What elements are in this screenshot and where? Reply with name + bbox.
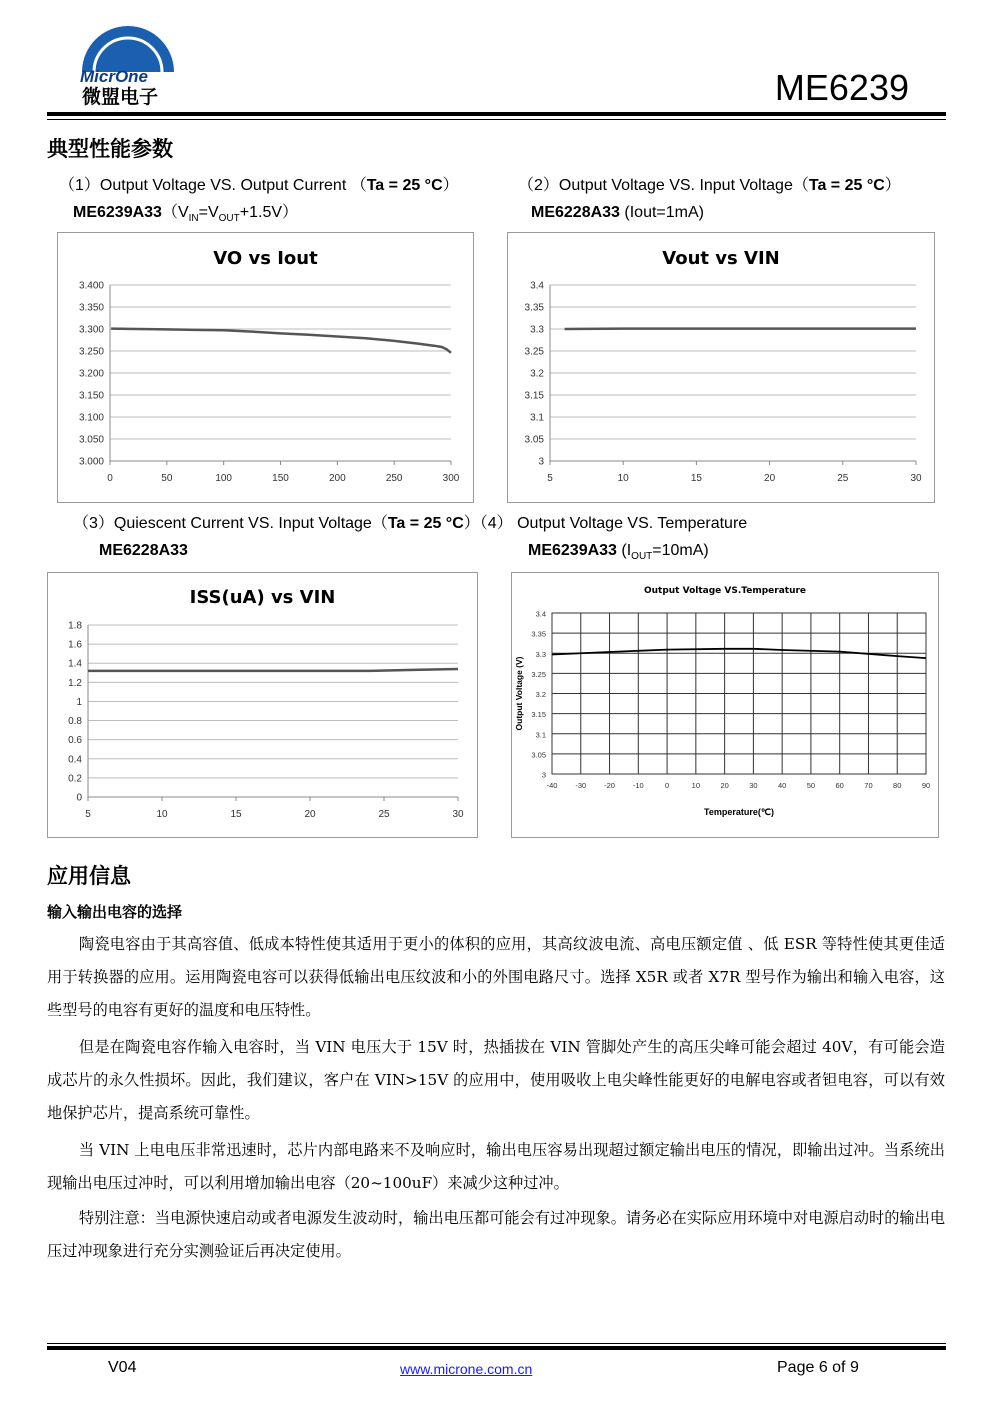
y-tick-label: 1.6 <box>68 639 82 651</box>
chart-vout-vs-temperature <box>511 572 939 838</box>
x-tick-label: 30 <box>910 473 922 484</box>
caption-4-line2: ME6239A33 $(I_{OUT}=10mA)$ <box>528 542 709 563</box>
chart-iss-vs-vin-svg <box>48 573 477 837</box>
chart-iss-vs-vin <box>47 572 478 838</box>
x-tick-label: 150 <box>272 473 289 484</box>
header-rule-thin <box>47 119 946 120</box>
series-line <box>88 669 458 671</box>
y-tick-label: 3.05 <box>531 750 546 760</box>
x-tick-label: 70 <box>864 781 873 790</box>
paragraph-4: 特别注意：当电源快速启动或者电源发生波动时，输出电压都可能会有过冲现象。请务必在实际应用环境中对电源启动时的输出电压过冲现象进行充分实测验证后再决定使用。 <box>47 1209 945 1260</box>
model-number: ME6239 <box>774 67 909 108</box>
y-tick-label: 3.3 <box>530 324 544 336</box>
y-tick-label: 3.35 <box>524 302 544 314</box>
y-tick-label: 0.2 <box>68 773 82 785</box>
y-tick-label: 3.1 <box>530 412 544 424</box>
footer-website-link[interactable]: www.microne.com.cn <box>400 1361 533 1377</box>
footer-rule-thin <box>47 1343 946 1344</box>
subheading-capacitor-selection: 输入输出电容的选择 <box>47 903 183 921</box>
y-tick-label: 3.15 <box>531 710 546 720</box>
x-axis-label: Temperature(℃) <box>704 807 774 817</box>
y-tick-label: 0.8 <box>68 716 82 728</box>
chart-vout-vs-vin <box>507 232 935 503</box>
y-tick-label: 1 <box>76 696 82 708</box>
x-tick-label: 80 <box>893 781 902 790</box>
y-tick-label: 3.1 <box>535 730 546 740</box>
footer-page-number: Page 6 of 9 <box>777 1359 859 1376</box>
chart-title: Vout vs VIN <box>662 248 780 269</box>
paragraph-1: 陶瓷电容由于其高容值、低成本特性使其适用于更小的体积的应用，其高纹波电流、高电压额定值 、低 ESR 等特性使其更佳适用于转换器的应用。运用陶瓷电容可以获得低输出电压纹波和小的外围电路尺寸。选择 X5R 或者 X7R 型号作为输出和输入电容，这些型号的电容有更好的温度和电压特性。 <box>47 935 945 1019</box>
y-tick-label: 3.35 <box>531 629 546 639</box>
x-tick-label: 25 <box>378 809 390 820</box>
x-tick-label: 0 <box>664 781 670 790</box>
y-tick-label: 3.15 <box>524 390 544 402</box>
x-tick-label: 50 <box>806 781 816 790</box>
x-tick-label: -20 <box>604 781 615 790</box>
y-tick-label: 0.4 <box>68 754 82 766</box>
x-tick-label: 100 <box>215 473 233 484</box>
paragraph-2: 但是在陶瓷电容作输入电容时，当 VIN 电压大于 15V 时，热插拔在 VIN 管脚处产生的高压尖峰可能会超过 40V，有可能会造成芯片的永久性损坏。因此，我们建议，客户在 VIN>15V 的应用中，使用吸收上电尖峰性能更好的电解电容或者钽电容，可以有效地保护芯片，提高系统可靠性。 <box>47 1038 945 1122</box>
chart-vout-vs-temperature-svg <box>512 573 938 837</box>
x-tick-label: 30 <box>452 809 464 820</box>
x-tick-label: 0 <box>107 473 113 484</box>
chart-title: Output Voltage VS.Temperature <box>643 586 807 596</box>
x-tick-label: 10 <box>691 781 701 790</box>
y-axis-label: Output Voltage (V) <box>514 656 524 731</box>
caption-1-line2: $ME6239A33(V_{IN}=V_{OUT}+1.5V)$ <box>73 204 299 225</box>
x-tick-label: 200 <box>328 473 346 484</box>
caption-1-line1: （1）Output Voltage VS. Output Current （Ta = 25 °C） <box>59 177 459 194</box>
caption-3-line2: ME6228A33 <box>99 542 188 559</box>
x-tick-label: 90 <box>921 781 931 790</box>
y-tick-label: 3.250 <box>78 346 104 358</box>
x-tick-label: 10 <box>156 809 168 820</box>
x-tick-label: 5 <box>85 809 91 820</box>
section-title-performance: 典型性能参数 <box>47 137 173 161</box>
x-tick-label: 20 <box>304 809 316 820</box>
header-rule <box>47 112 946 116</box>
company-logo <box>76 20 180 110</box>
chart-title: ISS(uA) vs VIN <box>189 587 336 608</box>
y-tick-label: 3.150 <box>78 390 104 402</box>
footer-version: V04 <box>108 1359 137 1376</box>
y-tick-label: 3.000 <box>78 456 104 468</box>
y-tick-label: 1.8 <box>68 620 82 632</box>
x-tick-label: 15 <box>230 809 242 820</box>
x-tick-label: -40 <box>546 781 558 790</box>
logo-text-en: MicrOne <box>80 67 149 86</box>
x-tick-label: 20 <box>764 473 776 484</box>
y-tick-label: 3.4 <box>535 609 546 619</box>
section-title-application: 应用信息 <box>47 864 131 888</box>
y-tick-label: 3.400 <box>78 280 104 292</box>
y-tick-label: 3.4 <box>530 280 544 292</box>
y-tick-label: 3.2 <box>535 690 546 699</box>
chart-vo-vs-iout <box>57 232 474 503</box>
caption-2-line1: （2）Output Voltage VS. Input Voltage（Ta = 25 °C） <box>518 177 901 194</box>
x-tick-label: 15 <box>690 473 702 484</box>
x-tick-label: -30 <box>575 781 587 790</box>
series-line <box>111 329 451 353</box>
x-tick-label: 60 <box>835 781 844 790</box>
y-tick-label: 3.25 <box>524 346 544 358</box>
y-tick-label: 0 <box>76 792 82 804</box>
y-tick-label: 3.050 <box>78 434 104 446</box>
caption-3-line1: （3）Quiescent Current VS. Input Voltage（Ta = 25 °C）（4） Output Voltage VS. Temperature <box>73 515 748 532</box>
y-tick-label: 3.3 <box>535 649 546 659</box>
x-tick-label: -10 <box>632 781 644 790</box>
y-tick-label: 3.25 <box>531 669 546 679</box>
logo-text-cn: 微盟电子 <box>82 86 159 108</box>
caption-2-line2: ME6228A33 (Iout=1mA) <box>531 204 704 221</box>
x-tick-label: 10 <box>617 473 629 484</box>
y-tick-label: 3.350 <box>78 302 104 314</box>
chart-title: VO vs Iout <box>213 248 318 269</box>
y-tick-label: 0.6 <box>68 735 82 747</box>
y-tick-label: 3.200 <box>78 368 104 380</box>
y-tick-label: 1.4 <box>68 658 82 670</box>
footer-rule <box>47 1346 946 1350</box>
chart-vo-vs-iout-svg <box>58 233 473 502</box>
x-tick-label: 5 <box>547 473 553 484</box>
x-tick-label: 30 <box>749 781 758 790</box>
y-tick-label: 1.2 <box>68 677 82 689</box>
y-tick-label: 3.100 <box>78 412 104 424</box>
y-tick-label: 3.05 <box>524 434 544 446</box>
paragraph-3: 当 VIN 上电电压非常迅速时，芯片内部电路来不及响应时，输出电压容易出现超过额定输出电压的情况，即输出过冲。当系统出现输出电压过冲时，可以利用增加输出电容（20~100uF）来减少这种过冲。 <box>47 1141 945 1192</box>
chart-vout-vs-vin-svg <box>508 233 934 502</box>
y-tick-label: 3 <box>538 456 544 468</box>
y-tick-label: 3.300 <box>78 324 104 336</box>
y-tick-label: 3 <box>541 770 546 780</box>
x-tick-label: 50 <box>161 473 173 484</box>
x-tick-label: 40 <box>777 781 787 790</box>
y-tick-label: 3.2 <box>530 368 544 380</box>
x-tick-label: 250 <box>385 473 403 484</box>
x-tick-label: 20 <box>720 781 729 790</box>
x-tick-label: 300 <box>442 473 460 484</box>
x-tick-label: 25 <box>837 473 849 484</box>
